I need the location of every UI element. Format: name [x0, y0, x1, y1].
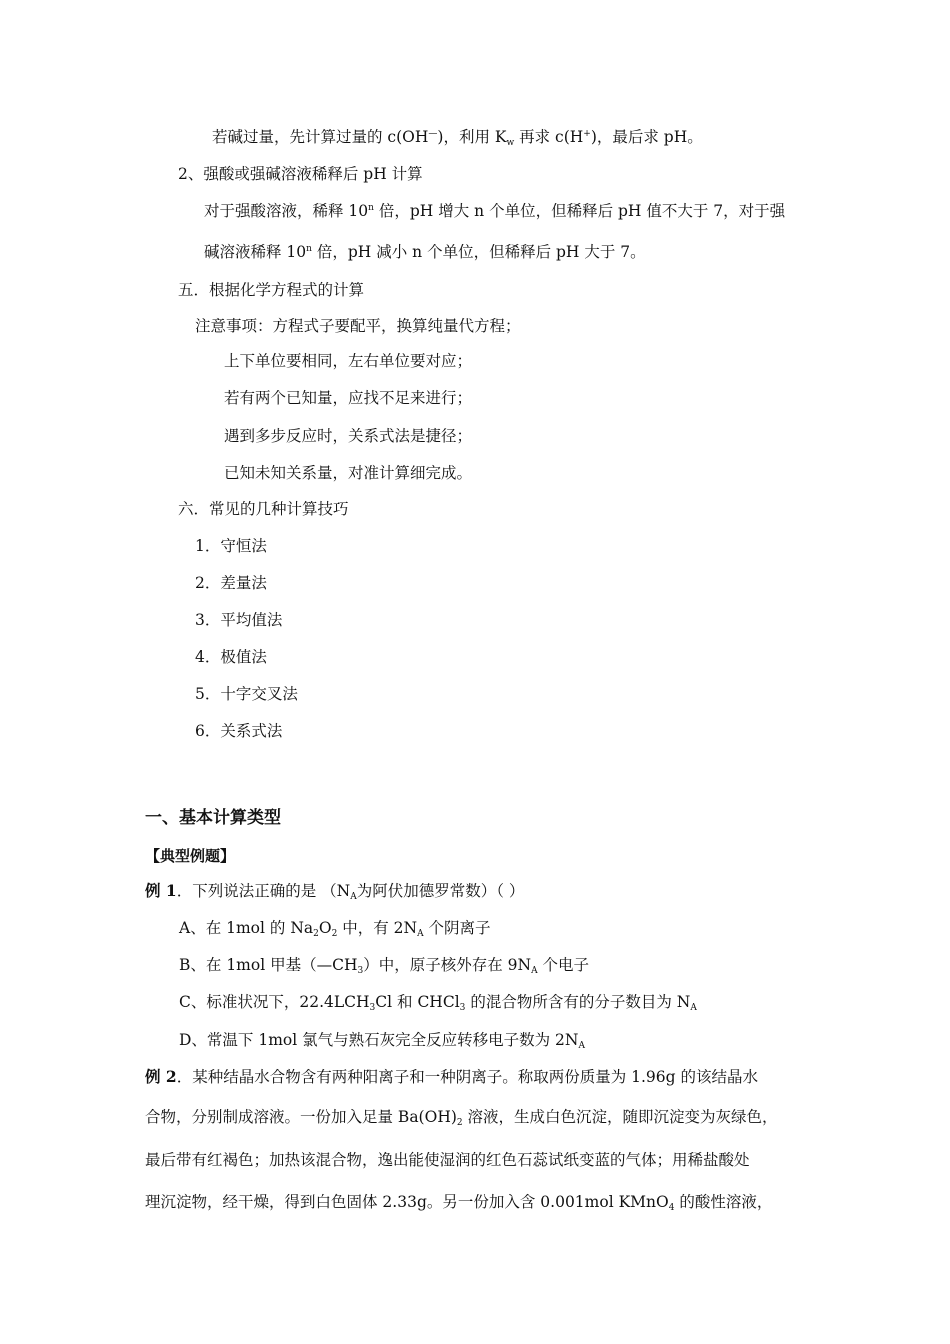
list-item: 4．极值法: [195, 648, 267, 666]
text-line: 若碱过量，先计算过量的 c(OH—)，利用 $K_w$ 再求 c(H+)，最后求 pH。: [212, 128, 703, 148]
text-line: 注意事项：方程式子要配平，换算纯量代方程；: [195, 317, 521, 335]
example-2-line-1: 例 2．某种结晶水合物含有两种阳离子和一种阴离子。称取两份质量为 1.96g 的该结晶水: [145, 1067, 758, 1086]
section-heading: 一、基本计算类型: [145, 808, 281, 828]
example-1-option-c: C、标准状况下，$22.4LCH_3Cl$ 和 CHCl$_3$ 的混合物所含有的分子数目为 $N_A$: [179, 993, 697, 1013]
list-item: 6．关系式法: [195, 722, 283, 740]
text-line: 碱溶液稀释 10$^n$ 倍，pH 减小 n 个单位，但稀释后 pH 大于 7。: [204, 243, 646, 261]
example-1-option-b: B、在 1mol 甲基$(—CH_3)$中，原子核外存在 $9N_A$ 个电子: [179, 956, 590, 976]
example-2-line-2: 合物，分别制成溶液。一份加入足量 $Ba(OH)_2$ 溶液，生成白色沉淀，随即沉淀变为灰绿色，: [145, 1108, 778, 1128]
text-line: 对于强酸溶液，稀释 10$^n$ 倍，pH 增大 n 个单位，但稀释后 pH 值不大于 7，对于强: [204, 202, 786, 220]
list-item: 5．十字交叉法: [195, 685, 298, 703]
example-1-option-a: A、在 1mol 的 $Na_2O_2$ 中，有 $2N_A$ 个阴离子: [179, 919, 491, 939]
text-line: 已知未知关系量，对准计算细完成。: [224, 464, 473, 482]
text-line: 遇到多步反应时，关系式法是捷径；: [224, 427, 473, 445]
subheading: 2、强酸或强碱溶液稀释后 pH 计算: [178, 165, 423, 183]
text-line: 若有两个已知量，应找不足来进行；: [224, 389, 473, 407]
section-label: 【典型例题】: [145, 847, 236, 865]
example-1-stem: 例 1．下列说法正确的是 （$N_A$为阿伏加德罗常数）（ ）: [145, 881, 525, 902]
list-item: 2．差量法: [195, 574, 267, 592]
example-1-option-d: D、常温下 1mol 氯气与熟石灰完全反应转移电子数为 $2N_A$: [179, 1031, 585, 1051]
list-item: 3．平均值法: [195, 611, 283, 629]
example-2-line-3: 最后带有红褐色；加热该混合物，逸出能使湿润的红色石蕊试纸变蓝的气体；用稀盐酸处: [145, 1151, 750, 1169]
list-item: 1．守恒法: [195, 537, 267, 555]
subheading: 五．根据化学方程式的计算: [178, 281, 365, 299]
text-line: 上下单位要相同，左右单位要对应；: [224, 352, 473, 370]
example-2-line-4: 理沉淀物，经干燥，得到白色固体 2.33g。另一份加入含 0.001mol KMnO$_4$ 的酸性溶液，: [145, 1193, 773, 1213]
subheading: 六．常见的几种计算技巧: [178, 500, 349, 518]
